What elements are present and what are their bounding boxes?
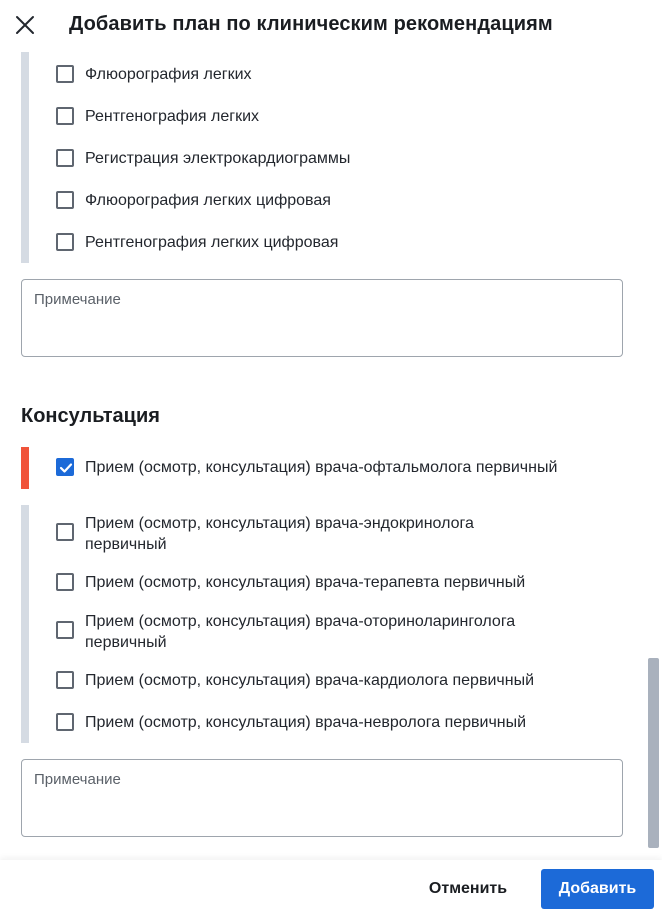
checkbox[interactable] xyxy=(56,191,74,209)
cancel-button[interactable]: Отменить xyxy=(412,869,524,909)
add-button[interactable]: Добавить xyxy=(541,869,654,909)
diagnostics-group-bar xyxy=(21,52,29,263)
checkbox-item[interactable] xyxy=(56,670,534,691)
checkbox-item-selected[interactable] xyxy=(56,457,557,478)
checkbox-label: Прием (осмотр, консультация) врача-невролога первичный xyxy=(85,714,527,731)
checkbox[interactable] xyxy=(56,107,74,125)
checkbox[interactable] xyxy=(56,573,74,591)
checkbox-label: Рентгенография легких xyxy=(85,108,259,125)
checkbox-item[interactable] xyxy=(56,106,259,127)
section-title: Консультация xyxy=(21,405,160,427)
label-line: Прием (осмотр, консультация) врача-оториноларинголога xyxy=(85,613,516,630)
checkbox[interactable] xyxy=(56,233,74,251)
close-icon[interactable] xyxy=(14,14,36,36)
checkbox-item[interactable] xyxy=(56,712,526,733)
checkbox-label: Рентгенография легких цифровая xyxy=(85,234,339,251)
checkbox-item[interactable] xyxy=(56,148,350,169)
checkbox-label xyxy=(85,513,474,555)
note-textarea[interactable] xyxy=(21,759,623,837)
checkbox-label: Прием (осмотр, консультация) врача-офтальмолога первичный xyxy=(85,459,558,476)
checkbox-label: Флюорография легких xyxy=(85,66,252,83)
note-placeholder: Примечание xyxy=(34,291,121,308)
scrollbar-thumb[interactable] xyxy=(648,658,659,848)
checkbox[interactable] xyxy=(56,65,74,83)
checkbox-item[interactable] xyxy=(56,611,515,653)
dialog-footer xyxy=(0,860,662,917)
checkbox-label: Флюорография легких цифровая xyxy=(85,192,331,209)
note-placeholder: Примечание xyxy=(34,771,121,788)
label-line: Прием (осмотр, консультация) врача-эндокринолога xyxy=(85,515,474,532)
checkbox-item[interactable] xyxy=(56,513,474,555)
checkbox[interactable] xyxy=(56,713,74,731)
checkbox-item[interactable] xyxy=(56,64,252,85)
checkbox-label xyxy=(85,611,515,653)
checkbox-item[interactable] xyxy=(56,232,338,253)
checkbox[interactable] xyxy=(56,523,74,541)
dialog-title: Добавить план по клиническим рекомендациям xyxy=(69,13,553,35)
checkbox[interactable] xyxy=(56,621,74,639)
dialog-header xyxy=(0,0,662,52)
label-line: первичный xyxy=(85,634,167,651)
checkbox[interactable] xyxy=(56,671,74,689)
checkbox-checked[interactable] xyxy=(56,458,74,476)
checkbox-item[interactable] xyxy=(56,190,331,211)
checkbox[interactable] xyxy=(56,149,74,167)
checkbox-label: Прием (осмотр, консультация) врача-терапевта первичный xyxy=(85,574,526,591)
checkbox-label: Регистрация электрокардиограммы xyxy=(85,150,351,167)
checkbox-label: Прием (осмотр, консультация) врача-кардиолога первичный xyxy=(85,672,534,689)
consultation-group-bar xyxy=(21,505,29,743)
checkbox-item[interactable] xyxy=(56,572,525,593)
selected-marker-bar xyxy=(21,447,29,489)
note-textarea[interactable] xyxy=(21,279,623,357)
check-icon xyxy=(59,461,73,475)
label-line: первичный xyxy=(85,536,167,553)
